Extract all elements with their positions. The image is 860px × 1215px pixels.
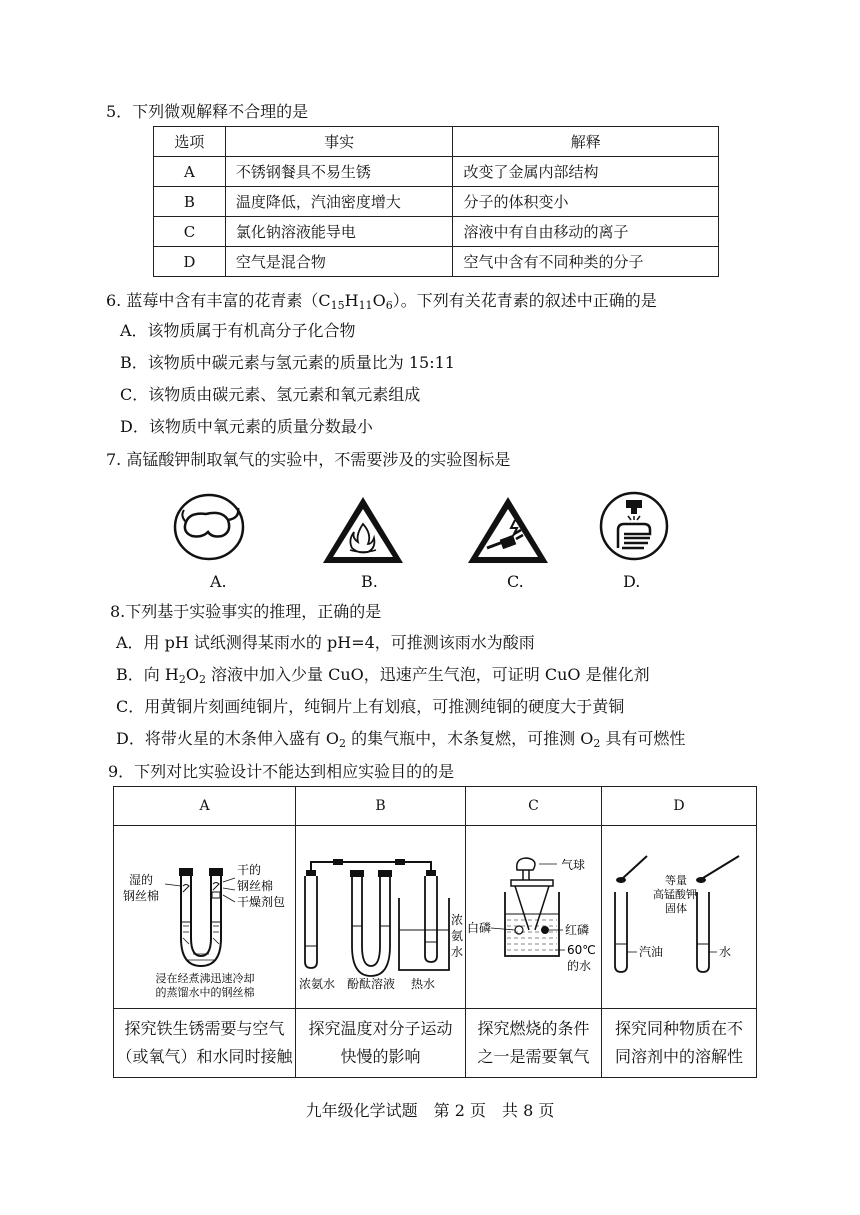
combustion-diagram [467,826,601,1004]
diagram-b-cell [296,826,466,1009]
table-header-row [114,787,757,826]
hand-wash-icon [598,490,670,562]
table-header-row [154,127,719,157]
q6-subscript: 6 [385,299,393,312]
label-white-phosphorus: 白磷 [466,921,491,935]
label-bottom-2: 的蒸馏水中的钢丝棉 [155,986,254,999]
table-row [154,217,719,247]
purpose-line: 之一是需要氧气 [477,1047,590,1066]
row-explanation: 溶液中有自由移动的离子 [453,217,719,247]
q6-stem-part: O [372,291,386,310]
label-desiccant: 干燥剂包 [236,895,285,909]
q8-option-b [116,665,650,685]
q8-option-d [116,729,685,749]
q6-option-a: A．该物质属于有机高分子化合物 [120,321,356,340]
purpose-line: 快慢的影响 [340,1047,421,1066]
label-gasoline: 汽油 [639,945,664,959]
purpose-line: 探究温度对分子运动 [308,1019,453,1038]
header-option: 选项 [154,127,226,157]
label-bottom-1: 浸在经煮沸迅速冷却 [155,972,254,985]
label-solid: 固体 [665,902,687,915]
q9-table [113,786,757,1078]
molecule-motion-diagram [297,826,465,1004]
page-footer: 九年级化学试题 第 2 页 共 8 页 [305,1101,555,1120]
purpose-line: 探究铁生锈需要与空气 [124,1019,285,1038]
header-d: D [602,787,757,826]
label-ammonia: 浓氨水 [298,977,335,991]
q7-label-c: C. [507,572,524,591]
header-fact: 事实 [225,127,453,157]
row-fact: 氯化钠溶液能导电 [225,217,453,247]
label-side-1: 浓 [450,913,463,927]
row-fact: 温度降低，汽油密度增大 [225,187,453,217]
q7-label-a: A. [210,572,227,591]
row-fact: 不锈钢餐具不易生锈 [225,157,453,187]
q6-subscript: 11 [358,299,373,312]
label-equal: 等量 [665,874,687,887]
purpose-c [466,1009,602,1078]
label-kmno4: 高锰酸钾 [653,888,697,901]
header-c: C [466,787,602,826]
purpose-a [114,1009,296,1078]
row-option: A [154,157,226,187]
purpose-line: 探究燃烧的条件 [477,1019,590,1038]
q8-d-part: D．将带火星的木条伸入盛有 O [116,729,340,748]
purpose-line: （或氧气）和水同时接触 [116,1047,293,1066]
electric-plug-warning-icon [465,494,551,566]
q8-subscript: 2 [593,737,601,750]
q6-option-c: C．该物质由碳元素、氢元素和氧元素组成 [120,385,421,404]
q8-b-part: B．向 H [116,665,179,684]
q8-subscript: 2 [178,673,186,686]
q8-option-c: C．用黄铜片刻画纯铜片，纯铜片上有划痕，可推测纯铜的硬度大于黄铜 [116,697,625,716]
diagram-c-cell [466,826,602,1009]
label-side-3: 水 [450,945,463,959]
purpose-row [114,1009,757,1078]
label-wool-2: 钢丝棉 [236,879,273,893]
table-row [154,157,719,187]
q6-option-d: D．该物质中氧元素的质量分数最小 [120,417,373,436]
table-row [154,247,719,277]
flame-warning-icon [320,494,406,566]
purpose-d [602,1009,757,1078]
goggles-icon [172,492,246,562]
q8-b-part: O [185,665,199,684]
q8-subscript: 2 [198,673,206,686]
q6-stem-part: ）。下列有关花青素的叙述中正确的是 [392,291,657,310]
row-option: B [154,187,226,217]
label-wool-1: 钢丝棉 [122,889,159,903]
q8-b-part: 溶液中加入少量 CuO，迅速产生气泡，可证明 CuO 是催化剂 [205,665,650,684]
row-explanation: 分子的体积变小 [453,187,719,217]
label-dry: 干的 [236,863,261,877]
diagram-row [114,826,757,1009]
q5-stem: 5．下列微观解释不合理的是 [106,102,309,121]
row-option: C [154,217,226,247]
label-wet: 湿的 [128,873,153,887]
q6-subscript: 15 [330,299,345,312]
purpose-b [296,1009,466,1078]
q5-table [153,126,719,277]
q7-stem: 7. 高锰酸钾制取氧气的实验中，不需要涉及的实验图标是 [106,450,511,469]
q6-stem-part: H [344,291,359,310]
label-side-2: 氨 [450,929,463,943]
purpose-line: 同溶剂中的溶解性 [614,1047,743,1066]
header-explanation: 解释 [453,127,719,157]
label-phenolphthalein: 酚酞溶液 [346,977,395,991]
label-hot-water: 热水 [410,977,435,991]
q7-label-d: D. [623,572,641,591]
u-tube-rust-diagram [115,826,295,1004]
table-row [154,187,719,217]
row-fact: 空气是混合物 [225,247,453,277]
q9-stem: 9．下列对比实验设计不能达到相应实验目的的是 [108,762,455,781]
label-red-phosphorus: 红磷 [564,923,589,937]
q7-label-b: B. [361,572,378,591]
diagram-d-cell [602,826,757,1009]
header-a: A [114,787,296,826]
q6-stem [106,291,657,311]
row-option: D [154,247,226,277]
label-balloon: 气球 [560,858,585,872]
label-water: 水 [719,945,732,959]
label-water: 的水 [566,959,591,973]
q8-subscript: 2 [339,737,347,750]
diagram-a-cell [114,826,296,1009]
label-water-temp: 60℃ [566,943,596,957]
q8-d-part: 的集气瓶中，木条复燃，可推测 O [346,729,594,748]
q6-stem-part: 6. 蓝莓中含有丰富的花青素（C [106,291,331,310]
q8-d-part: 具有可燃性 [600,729,686,748]
q6-option-b: B．该物质中碳元素与氢元素的质量比为 15:11 [120,353,455,372]
q8-stem: 8.下列基于实验事实的推理，正确的是 [110,602,382,621]
row-explanation: 改变了金属内部结构 [453,157,719,187]
purpose-line: 探究同种物质在不 [614,1019,743,1038]
header-b: B [296,787,466,826]
row-explanation: 空气中含有不同种类的分子 [453,247,719,277]
q8-option-a: A．用 pH 试纸测得某雨水的 pH=4，可推测该雨水为酸雨 [116,633,535,652]
solubility-diagram [603,826,755,1004]
